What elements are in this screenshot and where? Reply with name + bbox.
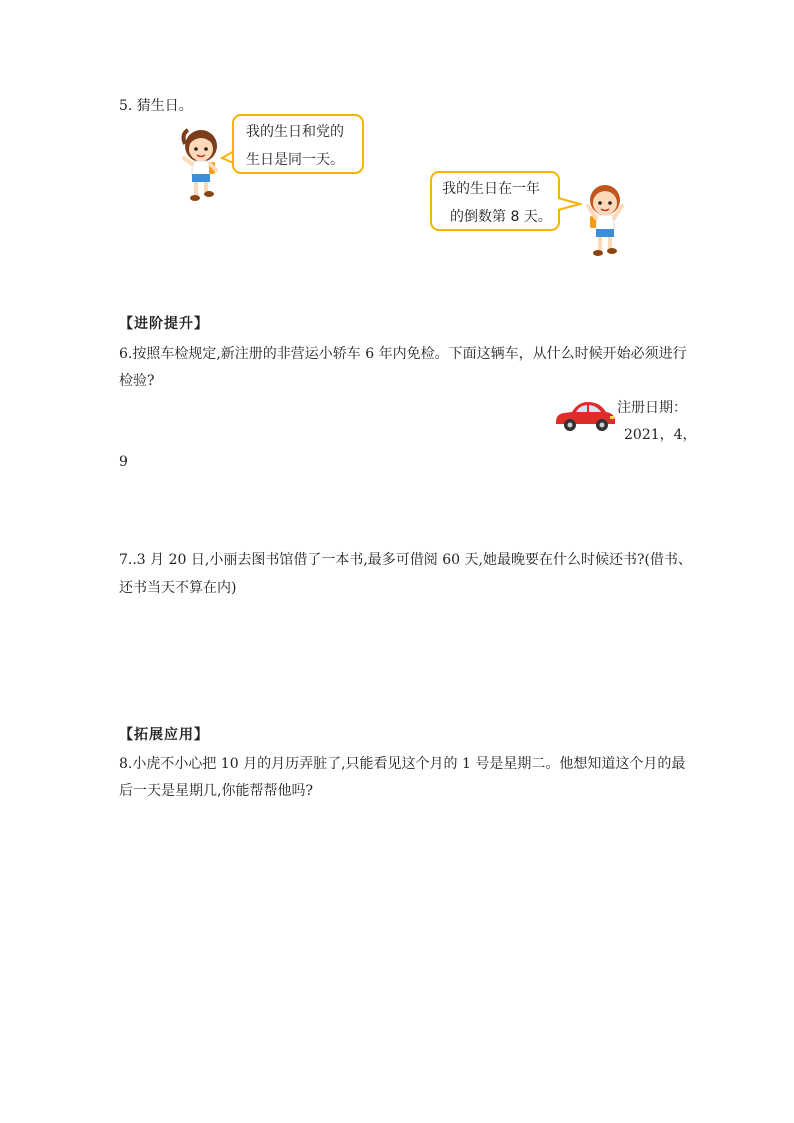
q6-line-1: 6.按照车检规定,新注册的非营运小轿车 6 年内免检。下面这辆车，从什么时候开始必须进行: [119, 346, 687, 362]
registration-value: 2021，4，: [624, 427, 697, 443]
boy-speech-bubble: [430, 171, 560, 231]
girl-bubble-line-1: 我的生日和党的: [246, 124, 344, 140]
red-car-illustration: [552, 398, 618, 434]
girl-illustration: [176, 124, 226, 204]
boy-bubble-line-1: 我的生日在一年: [442, 181, 540, 197]
girl-bubble-line-2: 生日是同一天。: [246, 152, 344, 168]
girl-speech-bubble: [232, 114, 364, 174]
q6-line-2: 检验?: [119, 373, 155, 389]
boy-bubble-line-2: 的倒数第 8 天。: [450, 209, 552, 225]
boy-bubble-tail: [556, 196, 582, 214]
q7-line-2: 还书当天不算在内): [119, 580, 237, 596]
q8-line-1: 8.小虎不小心把 10 月的月历弄脏了,只能看见这个月的 1 号是星期二。他想知道这个月的最: [119, 756, 686, 772]
q5-title: 5. 猜生日。: [119, 98, 193, 114]
q7-line-1: 7..3 月 20 日,小丽去图书馆借了一本书,最多可借阅 60 天,她最晚要在什么时候还书?(借书、: [119, 552, 692, 568]
section-heading-extension: 【拓展应用】: [119, 727, 209, 743]
q8-line-2: 后一天是星期几,你能帮帮他吗?: [119, 783, 313, 799]
boy-illustration: [580, 180, 630, 260]
registration-label: 注册日期：: [617, 400, 687, 416]
section-heading-advanced: 【进阶提升】: [119, 316, 209, 332]
registration-day: 9: [119, 454, 128, 470]
